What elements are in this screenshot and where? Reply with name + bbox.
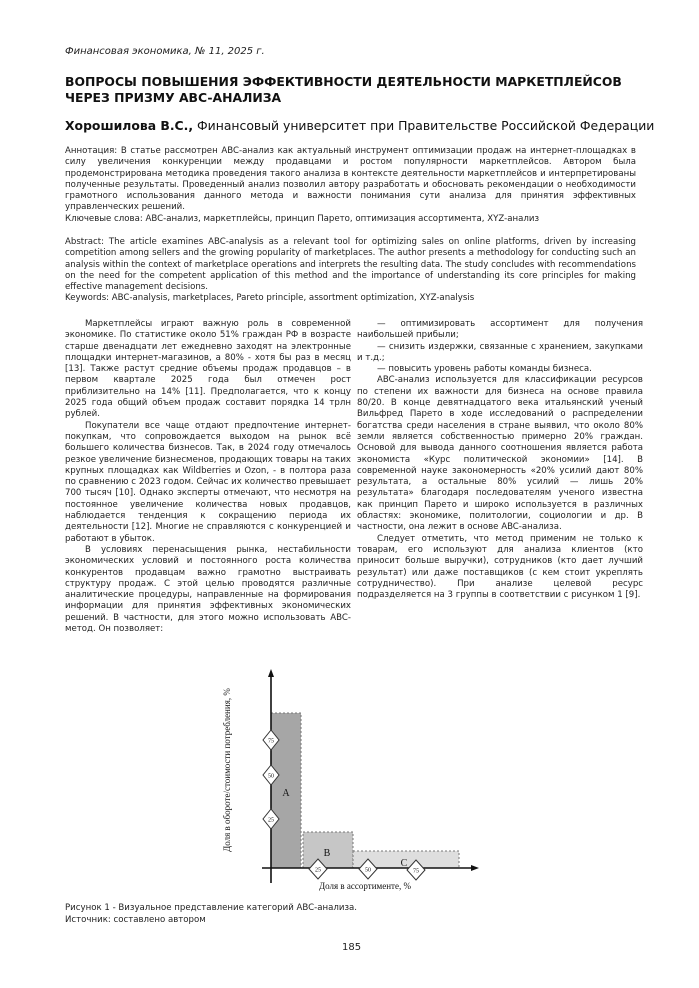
label-b: B xyxy=(323,848,331,859)
svg-text:75: 75 xyxy=(413,868,419,875)
paragraph: В условиях перенасыщения рынка, нестабильности экономических условий и постоянного роста количества конкурентов продавцам важно грамотно выстраивать структуру продаж. С этой целью проводятся различные аналитические процедуры, направленные на формирования информации для принятия эффективных экономических решений. В частности, для этого можно использовать ABC-метод. Он позволяет: xyxy=(65,544,351,635)
article-title: ВОПРОСЫ ПОВЫШЕНИЯ ЭФФЕКТИВНОСТИ ДЕЯТЕЛЬНОСТИ МАРКЕТПЛЕЙСОВ ЧЕРЕЗ ПРИЗМУ ABC-АНАЛИЗА xyxy=(65,74,622,105)
paragraph: Покупатели все чаще отдают предпочтение интернет-покупкам, что сопровождается выходом на рынок всё большего количества бизнесов. Так, в 2024 году отмечалось резкое увеличение бизнесменов, продающих товары на таких крупных площадках как Wildberries и Ozon, - в полтора раза по сравнению с 2023 годом. Сейчас их количество превышает 700 тысяч [10]. Однако эксперты отмечают, что несмотря на постоянное увеличение количества новых продавцов, наблюдается тенденция к сокращению периода их деятельности [12]. Многие не справляются с конкуренцией и работают в убыток. xyxy=(65,420,351,544)
annotation-ru-text: Аннотация: В статье рассмотрен ABC-анализ как актуальный инструмент оптимизации продаж на интернет-площадках в силу увеличения конкуренции между продавцами и ростом популярности маркетплейсов. Автором была продемонстрирована методика проведения такого анализа в контексте деятельности маркетплейсов и интерпретированы полученные результаты. Проведенный анализ позволил автору разработать и обосновать рекомендации о необходимости грамотного использования данного метода и важности понимания сути анализа для принятия эффективных управленческих решений. xyxy=(65,146,636,213)
keywords-en: Keywords: ABC-analysis, marketplaces, Pareto principle, assortment optimization, XYZ-analysis xyxy=(65,293,475,304)
label-a: A xyxy=(282,788,290,799)
paragraph: Маркетплейсы играют важную роль в современной экономике. По статистике около 51% граждан РФ в возрасте старше двенадцати лет ежедневно заходят на электронные площадки интернет-магазинов, а 80% - хотя бы раз в месяц [13]. Также растут средние объемы продаж продавцов – в первом квартале 2025 года был отмечен рост приблизительно на 14% [11]. Предполагается, что к концу 2025 года общий объем продаж составит порядка 14 трлн рублей. xyxy=(65,319,351,420)
bullet-item: — оптимизировать ассортимент для получения наибольшей прибыли; xyxy=(357,319,643,341)
x-axis-label: Доля в ассортименте, % xyxy=(319,881,411,891)
body-column-right xyxy=(357,319,643,601)
label-c: C xyxy=(400,858,408,869)
journal-header: Финансовая экономика, № 11, 2025 г. xyxy=(65,46,265,57)
svg-text:50: 50 xyxy=(365,867,371,874)
paragraph: Следует отметить, что метод применим не только к товарам, его используют для анализа клиентов (кто приносит больше выручки), сотрудников (кто дает лучший результат) или даже поставщиков (с кем стоит укреплять сотрудничество). При анализе целевой ресурс подразделяется на 3 группы в соответствии с рисунком 1 [9]. xyxy=(357,533,643,601)
author-affiliation: Финансовый университет при Правительстве Российской Федерации xyxy=(193,118,655,133)
author-name: Хорошилова В.С., xyxy=(65,118,194,133)
page-number: 185 xyxy=(342,942,362,953)
svg-text:25: 25 xyxy=(315,867,321,874)
keywords-ru: Ключевые слова: ABC-анализ, маркетплейсы, принцип Парето, оптимизация ассортимента, XYZ-анализ xyxy=(65,213,540,224)
abc-figure xyxy=(200,665,480,895)
author-line xyxy=(65,118,654,133)
bullet-item: — повысить уровень работы команды бизнеса. xyxy=(377,364,592,375)
svg-text:75: 75 xyxy=(268,738,274,745)
figure-caption xyxy=(65,903,357,926)
abstract-en xyxy=(65,237,636,305)
caption-source: Источник: составлено автором xyxy=(65,914,206,925)
y-axis-arrow-icon xyxy=(268,669,274,677)
body-column-left xyxy=(65,319,351,635)
paragraph: ABC-анализ используется для классификации ресурсов по степени их важности для бизнеса на основе правила 80/20. В конце девятнадцатого века итальянский ученый Вильфред Парето в ходе исследований о распределении богатства среди населения в стране выявил, что около 80% земли является собственностью примерно 20% граждан. Основой для вывода данного соотношения является работа экономиста «Курс политической экономии» [14]. В современной науке закономерность «20% усилий дают 80% результата, а остальные 80% усилий — лишь 20% результата» благодаря последователям ученого известна как принцип Парето и широко используется в различных областях: экономике, политологии, социологии и др. В частности, она лежит в основе ABC-анализа. xyxy=(357,375,643,533)
abstract-en-text: Abstract: The article examines ABC-analysis as a relevant tool for optimizing sales on online platforms, driven by increasing competition among sellers and the growing popularity of marketplaces. The author presents a methodology for conducting such an analysis within the context of marketplace operations and interprets the resulting data. The study concludes with recommendations on the need for the competent application of this method and the importance of understanding its core principles for making effective management decisions. xyxy=(65,237,636,293)
svg-text:25: 25 xyxy=(268,817,274,824)
bullet-item: — снизить издержки, связанные с хранением, закупками и т.д.; xyxy=(357,341,643,363)
annotation-ru xyxy=(65,146,636,225)
x-axis-arrow-icon xyxy=(471,865,479,871)
svg-text:50: 50 xyxy=(268,773,274,780)
y-axis-label: Доля в обороте/стоимости потребления, % xyxy=(222,688,232,852)
caption-title: Рисунок 1 - Визуальное представление категорий ABC-анализа. xyxy=(65,903,358,913)
